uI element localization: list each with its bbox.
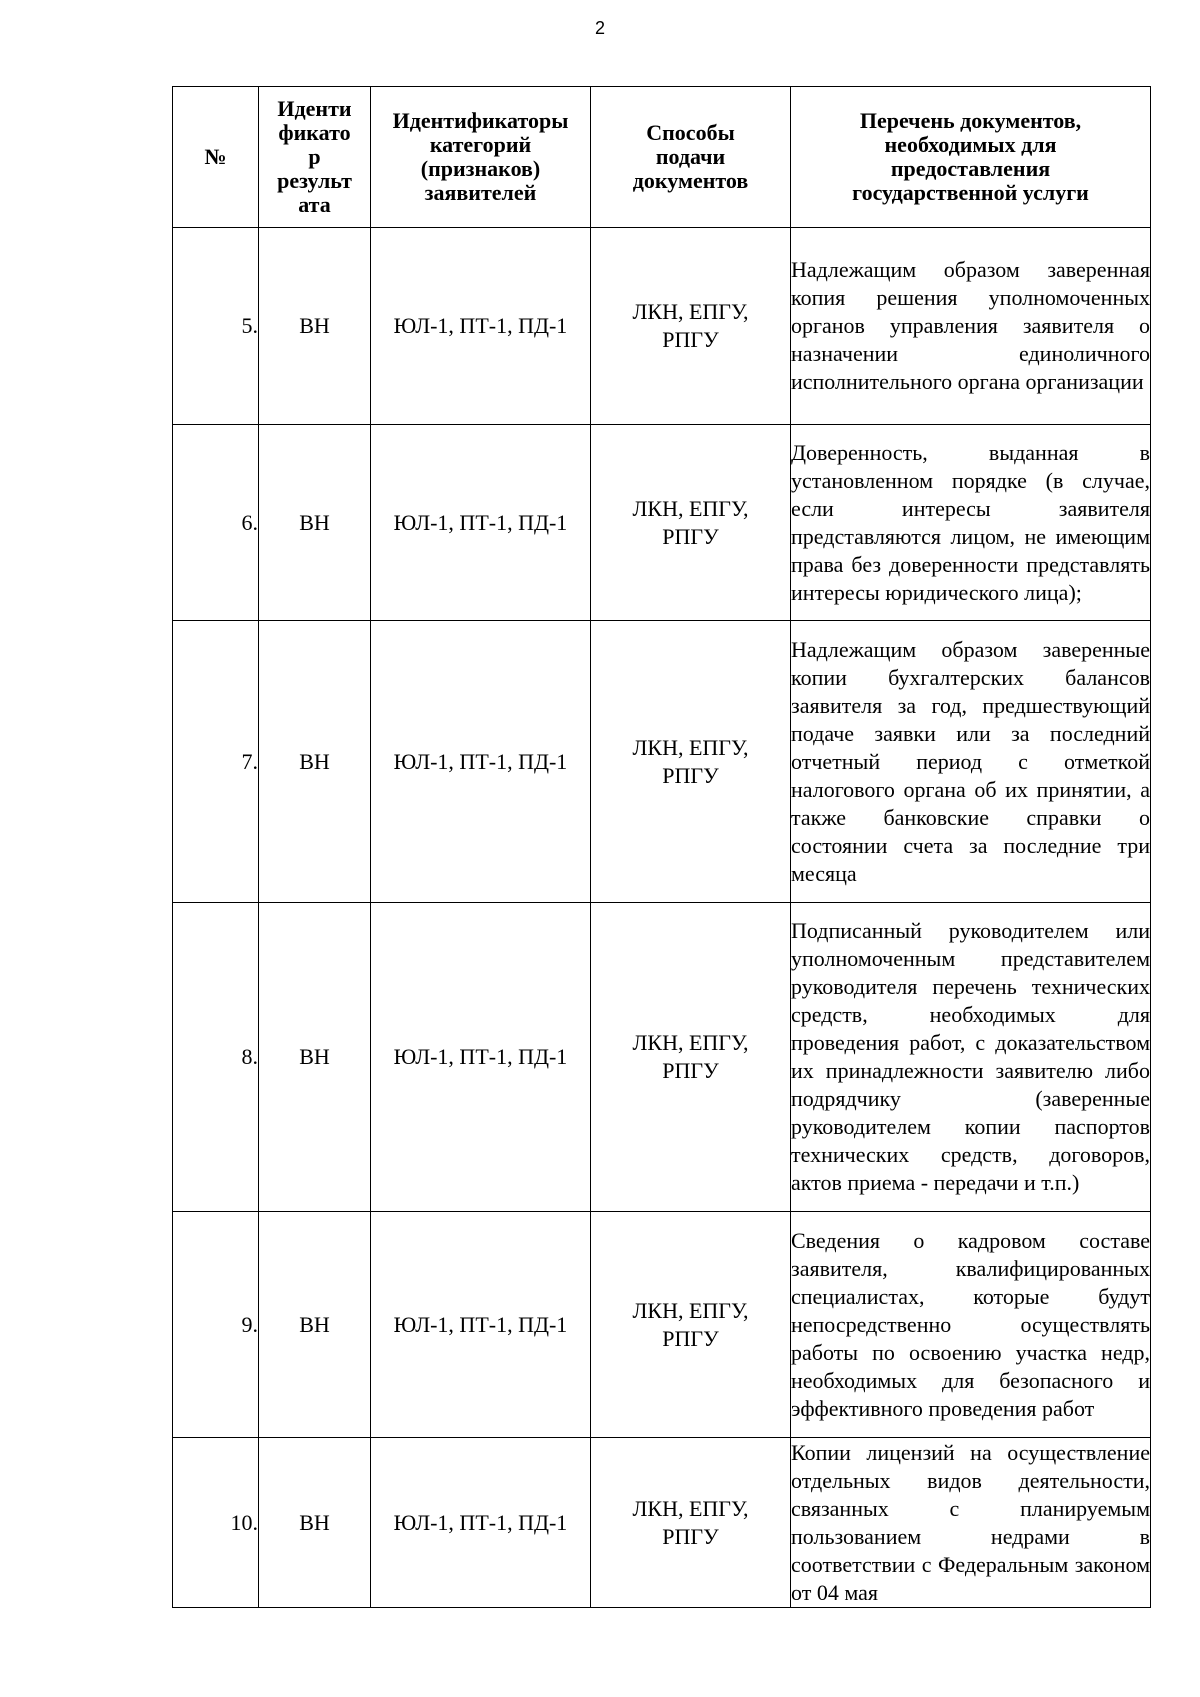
header-line: документов xyxy=(632,168,749,193)
method-line: РПГУ xyxy=(662,1058,719,1083)
table-row xyxy=(173,425,1151,621)
documents-text: Надлежащим образом заверенная копия решения уполномоченных органов управления заявителя о назначении единоличного исполнительного органа организации xyxy=(791,257,1150,394)
row-categories: ЮЛ-1, ПТ-1, ПД-1 xyxy=(371,228,591,425)
documents-text: Подписанный руководителем или уполномоченным представителем руководителя перечень технических средств, необходимых для проведения работ, с доказательством их принадлежности заявителю либо подрядчику (заверенные руководителем копии паспортов технических средств, договоров, актов приема - передачи и т.п.) xyxy=(791,918,1150,1195)
table-row xyxy=(173,1438,1151,1608)
row-methods xyxy=(591,1438,791,1608)
method-line: РПГУ xyxy=(662,523,719,549)
row-number: 7. xyxy=(173,621,259,903)
header-number: № xyxy=(173,87,259,228)
method-line: РПГУ xyxy=(662,327,719,352)
documents-text: Сведения о кадровом составе заявителя, квалифицированных специалистах, которые будут непосредственно осуществлять работы по освоению участка недр, необходимых для безопасного и эффективного проведения работ xyxy=(791,1227,1150,1421)
header-line: фикато xyxy=(278,120,351,145)
method-line: РПГУ xyxy=(662,762,719,788)
method-line: ЛКН, ЕПГУ, xyxy=(632,1030,749,1055)
header-result-id xyxy=(259,87,371,228)
row-methods xyxy=(591,1212,791,1438)
header-categories xyxy=(371,87,591,228)
table-row xyxy=(173,228,1151,425)
row-methods xyxy=(591,228,791,425)
table-row xyxy=(173,621,1151,903)
row-documents xyxy=(791,1438,1151,1608)
row-documents xyxy=(791,1212,1151,1438)
header-line: государственной услуги xyxy=(852,180,1089,205)
header-documents xyxy=(791,87,1151,228)
row-number: 8. xyxy=(173,903,259,1212)
method-line: ЛКН, ЕПГУ, xyxy=(632,495,749,521)
row-documents xyxy=(791,425,1151,621)
row-categories: ЮЛ-1, ПТ-1, ПД-1 xyxy=(371,903,591,1212)
table-row xyxy=(173,1212,1151,1438)
row-documents xyxy=(791,903,1151,1212)
header-line: подачи xyxy=(655,144,726,169)
documents-text: Доверенность, выданная в установленном порядке (в случае, если интересы заявителя представляются лицом, не имеющим права без доверенности представлять интересы юридического лица); xyxy=(791,439,1150,605)
row-number: 9. xyxy=(173,1212,259,1438)
row-result-id: ВН xyxy=(259,1438,371,1608)
header-line: необходимых для xyxy=(884,132,1057,157)
row-result-id: ВН xyxy=(259,903,371,1212)
row-result-id: ВН xyxy=(259,425,371,621)
method-line: РПГУ xyxy=(662,1325,719,1351)
row-result-id: ВН xyxy=(259,621,371,903)
row-categories: ЮЛ-1, ПТ-1, ПД-1 xyxy=(371,425,591,621)
header-line: Идентификаторы xyxy=(392,108,569,133)
method-line: ЛКН, ЕПГУ, xyxy=(632,734,749,760)
header-line: категорий xyxy=(429,132,532,157)
row-documents xyxy=(791,228,1151,425)
row-methods xyxy=(591,425,791,621)
header-line: заявителей xyxy=(424,180,537,205)
header-line: (признаков) xyxy=(420,156,541,181)
header-line: ата xyxy=(298,192,331,217)
method-line: РПГУ xyxy=(662,1523,719,1549)
row-result-id: ВН xyxy=(259,228,371,425)
header-line: предоставления xyxy=(890,156,1051,181)
header-line: результ xyxy=(277,168,352,193)
header-line: р xyxy=(308,144,321,169)
header-line: Перечень документов, xyxy=(859,108,1082,133)
documents-table xyxy=(172,86,1151,1608)
row-categories: ЮЛ-1, ПТ-1, ПД-1 xyxy=(371,1438,591,1608)
row-methods xyxy=(591,621,791,903)
table-row xyxy=(173,903,1151,1212)
row-categories: ЮЛ-1, ПТ-1, ПД-1 xyxy=(371,621,591,903)
header-methods xyxy=(591,87,791,228)
header-line: Иденти xyxy=(277,96,352,121)
documents-text: Надлежащим образом заверенные копии бухгалтерских балансов заявителя за год, предшествующий подаче заявки или за последний отчетный период с отметкой налогового органа об их принятии, а также банковские справки о состоянии счета за последние три месяца xyxy=(791,636,1150,886)
method-line: ЛКН, ЕПГУ, xyxy=(632,1495,749,1521)
documents-text: Копии лицензий на осуществление отдельных видов деятельности, связанных с планируемым пользованием недрами в соответствии с Федеральным законом от 04 мая xyxy=(791,1439,1150,1605)
row-result-id: ВН xyxy=(259,1212,371,1438)
row-documents xyxy=(791,621,1151,903)
method-line: ЛКН, ЕПГУ, xyxy=(632,1297,749,1323)
header-line: Способы xyxy=(646,120,735,145)
row-number: 10. xyxy=(173,1438,259,1608)
row-number: 5. xyxy=(173,228,259,425)
row-number: 6. xyxy=(173,425,259,621)
method-line: ЛКН, ЕПГУ, xyxy=(632,299,749,324)
row-methods xyxy=(591,903,791,1212)
page-number: 2 xyxy=(594,18,605,38)
table-header-row xyxy=(173,87,1151,228)
row-categories: ЮЛ-1, ПТ-1, ПД-1 xyxy=(371,1212,591,1438)
